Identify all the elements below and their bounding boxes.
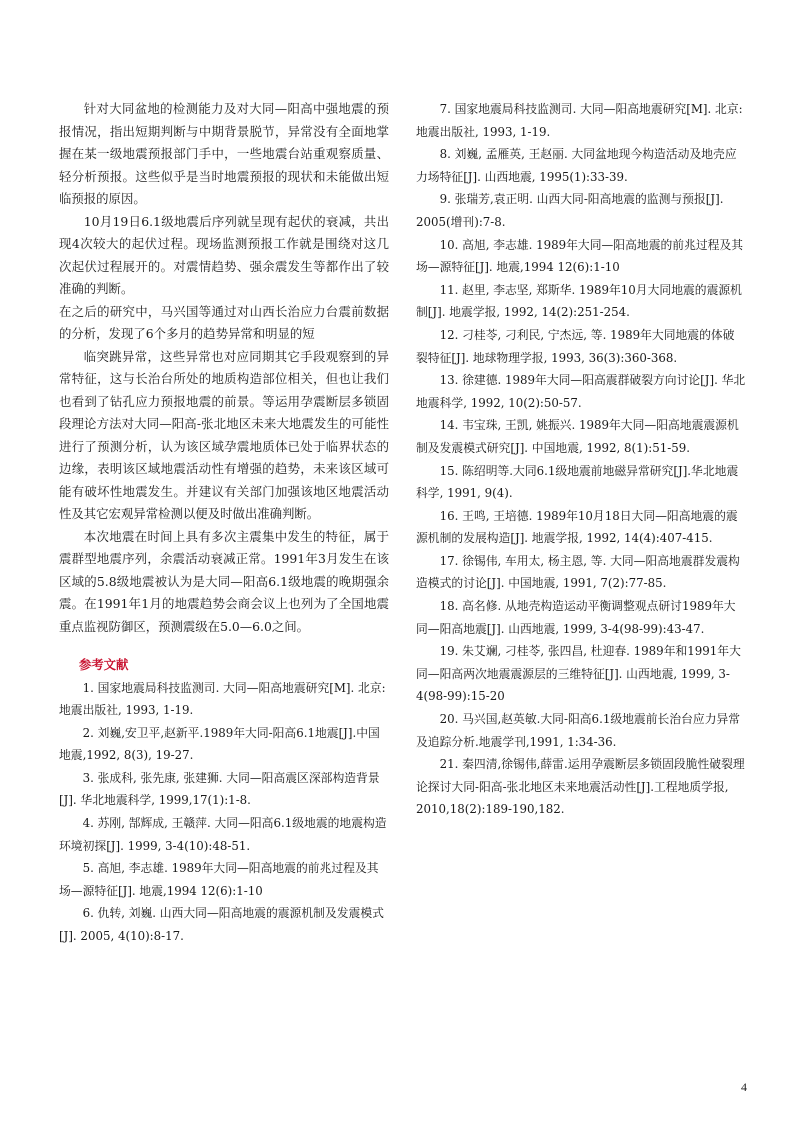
right-column xyxy=(416,98,746,821)
reference-item: 9. 张瑞芳,袁正明. 山西大同-阳高地震的监测与预报[J]. 2005(增刊):7-8. xyxy=(416,192,724,229)
reference-item: 8. 刘巍, 孟雁英, 王赵丽. 大同盆地现今构造活动及地壳应力场特征[J]. 山西地震, 1995(1):33-39. xyxy=(416,147,737,184)
body-paragraph: 针对大同盆地的检测能力及对大同—阳高中强地震的预报情况，指出短期判断与中期背景脱节，异常没有全面地掌握在某一级地震预报部门手中，一些地震台站重观察质量、轻分析预报。这些似乎是当时地震预报的现状和未能做出短临预报的原因。 xyxy=(59,101,389,206)
reference-item: 18. 高名修. 从地壳构造运动平衡调整观点研讨1989年大同—阳高地震[J]. 山西地震, 1999, 3-4(98-99):43-47. xyxy=(416,599,736,636)
body-paragraph: 临突跳异常，这些异常也对应同期其它手段观察到的异常特征，这与长治台所处的地质构造部位相关，但也让我们也看到了钻孔应力预报地震的前景。等运用孕震断层多锁固段理论方法对大同—阳高-张北地区未来大地震发生的可能性进行了预测分析，认为该区域孕震地质体已处于临界状态的边缘，表明该区域地震活动性有增强的趋势，未来该区域可能有破坏性地震发生。并建议有关部门加强该地区地震活动性及其它宏观异常检测以便及时做出准确判断。 xyxy=(59,348,389,521)
reference-item: 6. 仇转, 刘巍. 山西大同—阳高地震的震源机制及发震模式[J]. 2005, 4(10):8-17. xyxy=(59,906,384,944)
reference-item: 17. 徐锡伟, 车用太, 杨主恩, 等. 大同—阳高地震群发震构造模式的讨论[J]. 中国地震, 1991, 7(2):77-85. xyxy=(416,553,740,591)
reference-item: 20. 马兴国,赵英敏.大同-阳高6.1级地震前长治台应力异常及追踪分析.地震学刊,1991, 1:34-36. xyxy=(416,712,741,749)
reference-item: 5. 高旭, 李志雄. 1989年大同—阳高地震的前兆过程及其场—源特征[J]. 地震,1994 12(6):1-10 xyxy=(59,861,379,898)
reference-item: 3. 张成科, 张先康, 张建狮. 大同—阳高震区深部构造背景[J]. 华北地震科学, 1999,17(1):1-8. xyxy=(59,770,380,808)
body-paragraph: 在之后的研究中，马兴国等通过对山西长治应力台震前数据的分析，发现了6个多月的趋势异常和明显的短 xyxy=(59,303,389,341)
reference-item: 7. 国家地震局科技监测司. 大同—阳高地震研究[M]. 北京:地震出版社, 1993, 1-19. xyxy=(416,102,743,139)
reference-item: 21. 秦四清,徐锡伟,薛雷.运用孕震断层多锁固段脆性破裂理论探讨大同-阳高-张北地区未来地震活动性[J].工程地质学报, 2010,18(2):189-190,182. xyxy=(416,757,745,817)
left-column xyxy=(59,98,389,948)
reference-item: 16. 王鸣, 王培德. 1989年10月18日大同—阳高地震的震源机制的发展构造[J]. 地震学报, 1992, 14(4):407-415. xyxy=(416,508,738,546)
body-paragraph: 本次地震在时间上具有多次主震集中发生的特征，属于震群型地震序列，余震活动衰减正常。1991年3月发生在该区域的5.8级地震被认为是大同—阳高6.1级地震的晚期强余震。在1991年1月的地震趋势会商会议上也列为了全国地震重点监视防御区，预测震级在5.0—6.0之间。 xyxy=(59,528,389,634)
page-number: 4 xyxy=(741,1080,747,1094)
body-paragraph: 10月19日6.1级地震后序列就呈现有起伏的衰减，共出现4次较大的起伏过程。现场监测预报工作就是围绕对这几次起伏过程展开的。对震情趋势、强余震发生等都作出了较准确的判断。 xyxy=(59,213,389,296)
reference-item: 11. 赵里, 李志坚, 郑斯华. 1989年10月大同地震的震源机制[J]. 地震学报, 1992, 14(2):251-254. xyxy=(416,282,742,320)
reference-item: 10. 高旭, 李志雄. 1989年大同—阳高地震的前兆过程及其场—源特征[J]. 地震,1994 12(6):1-10 xyxy=(416,237,744,275)
reference-item: 2. 刘巍,安卫平,赵新平.1989年大同-阳高6.1地震[J].中国地震,1992, 8(3), 19-27. xyxy=(59,725,380,763)
reference-item: 1. 国家地震局科技监测司. 大同—阳高地震研究[M]. 北京:地震出版社, 1993, 1-19. xyxy=(59,680,386,718)
references-heading: 参考文献 xyxy=(78,657,129,672)
reference-item: 14. 韦宝珠, 王凯, 姚振兴. 1989年大同—阳高地震震源机制及发震模式研究[J]. 中国地震, 1992, 8(1):51-59. xyxy=(416,418,739,455)
reference-item: 19. 朱艾斓, 刁桂苓, 张四昌, 杜迎春. 1989年和1991年大同—阳高两次地震震源层的三维特征[J]. 山西地震, 1999, 3-4(98-99):15-20 xyxy=(416,644,741,704)
reference-item: 15. 陈绍明等.大同6.1级地震前地磁异常研究[J].华北地震科学, 1991, 9(4). xyxy=(416,463,739,501)
reference-item: 13. 徐建德. 1989年大同—阳高震群破裂方向讨论[J]. 华北地震科学, 1992, 10(2):50-57. xyxy=(416,373,746,410)
reference-item: 4. 苏刚, 郜辉成, 王赣萍. 大同—阳高6.1级地震的地震构造环境初探[J]. 1999, 3-4(10):48-51. xyxy=(59,816,387,853)
reference-item: 12. 刁桂苓, 刁利民, 宁杰远, 等. 1989年大同地震的体破裂特征[J]. 地球物理学报, 1993, 36(3):360-368. xyxy=(416,327,735,365)
